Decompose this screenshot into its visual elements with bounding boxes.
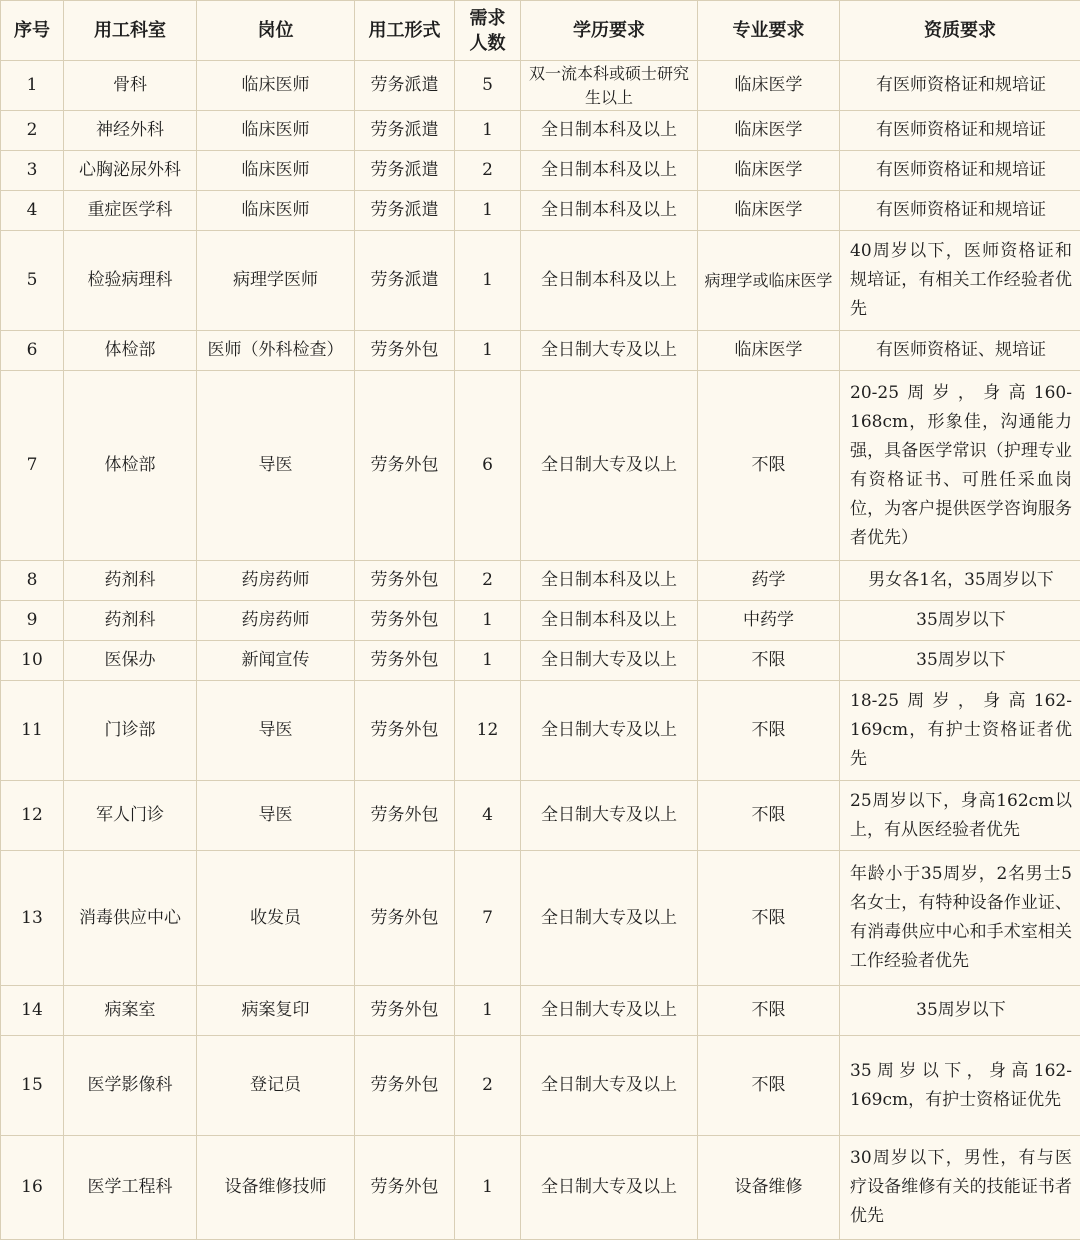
header-major: 专业要求 (698, 1, 840, 61)
table-row (1, 151, 1080, 191)
cell-major: 病理学或临床医学 (698, 231, 840, 331)
cell-count: 6 (455, 371, 521, 561)
cell-dept: 检验病理科 (64, 231, 197, 331)
header-position: 岗位 (197, 1, 355, 61)
table-row (1, 61, 1080, 111)
cell-dept: 药剂科 (64, 601, 197, 641)
table-row (1, 331, 1080, 371)
cell-major: 临床医学 (698, 191, 840, 231)
cell-position: 药房药师 (197, 601, 355, 641)
cell-form: 劳务外包 (355, 331, 455, 371)
cell-count: 4 (455, 781, 521, 851)
cell-seq: 3 (1, 151, 64, 191)
cell-count: 1 (455, 1136, 521, 1240)
cell-seq: 4 (1, 191, 64, 231)
cell-form: 劳务派遣 (355, 111, 455, 151)
table-row (1, 561, 1080, 601)
cell-dept: 医学影像科 (64, 1036, 197, 1136)
cell-position: 病案复印 (197, 986, 355, 1036)
cell-qualification: 有医师资格证和规培证 (840, 61, 1080, 111)
cell-education: 全日制大专及以上 (521, 371, 698, 561)
cell-education: 全日制大专及以上 (521, 986, 698, 1036)
cell-seq: 12 (1, 781, 64, 851)
cell-seq: 2 (1, 111, 64, 151)
cell-education: 全日制本科及以上 (521, 231, 698, 331)
cell-count: 2 (455, 1036, 521, 1136)
cell-major: 中药学 (698, 601, 840, 641)
cell-count: 1 (455, 231, 521, 331)
cell-form: 劳务外包 (355, 1036, 455, 1136)
cell-major: 临床医学 (698, 111, 840, 151)
table-header-row (1, 1, 1080, 61)
cell-form: 劳务派遣 (355, 191, 455, 231)
cell-seq: 11 (1, 681, 64, 781)
cell-count: 2 (455, 151, 521, 191)
cell-qualification: 35周岁以下 (840, 601, 1080, 641)
cell-dept: 心胸泌尿外科 (64, 151, 197, 191)
cell-qualification: 年龄小于35周岁，2名男士5名女士，有特种设备作业证、有消毒供应中心和手术室相关工作经验者优先 (840, 851, 1080, 986)
cell-education: 全日制大专及以上 (521, 1136, 698, 1240)
cell-form: 劳务外包 (355, 601, 455, 641)
cell-qualification: 20-25周岁，身高160-168cm，形象佳，沟通能力强，具备医学常识（护理专业有资格证书、可胜任采血岗位，为客户提供医学咨询服务者优先） (840, 371, 1080, 561)
cell-form: 劳务派遣 (355, 61, 455, 111)
cell-form: 劳务外包 (355, 641, 455, 681)
table-row (1, 851, 1080, 986)
cell-education: 全日制本科及以上 (521, 191, 698, 231)
cell-dept: 消毒供应中心 (64, 851, 197, 986)
header-form: 用工形式 (355, 1, 455, 61)
cell-count: 12 (455, 681, 521, 781)
cell-qualification: 18-25周岁，身高162-169cm，有护士资格证者优先 (840, 681, 1080, 781)
header-count-line2: 人数 (469, 32, 506, 54)
cell-seq: 5 (1, 231, 64, 331)
cell-count: 2 (455, 561, 521, 601)
cell-qualification: 35周岁以下 (840, 986, 1080, 1036)
cell-major: 设备维修 (698, 1136, 840, 1240)
header-education: 学历要求 (521, 1, 698, 61)
cell-education: 全日制本科及以上 (521, 111, 698, 151)
cell-count: 5 (455, 61, 521, 111)
cell-major: 不限 (698, 681, 840, 781)
cell-dept: 病案室 (64, 986, 197, 1036)
cell-seq: 16 (1, 1136, 64, 1240)
header-count (455, 1, 521, 61)
header-count-line1: 需求 (469, 7, 506, 29)
table-row (1, 1136, 1080, 1240)
table-row (1, 641, 1080, 681)
cell-qualification: 35周岁以下，身高162-169cm，有护士资格证优先 (840, 1036, 1080, 1136)
cell-position: 登记员 (197, 1036, 355, 1136)
cell-position: 新闻宣传 (197, 641, 355, 681)
cell-form: 劳务派遣 (355, 151, 455, 191)
cell-dept: 药剂科 (64, 561, 197, 601)
cell-major: 不限 (698, 1036, 840, 1136)
cell-education: 全日制大专及以上 (521, 851, 698, 986)
cell-qualification: 40周岁以下，医师资格证和规培证，有相关工作经验者优先 (840, 231, 1080, 331)
cell-major: 不限 (698, 371, 840, 561)
cell-qualification: 25周岁以下，身高162cm以上，有从医经验者优先 (840, 781, 1080, 851)
cell-education: 全日制本科及以上 (521, 561, 698, 601)
cell-position: 导医 (197, 371, 355, 561)
cell-major: 临床医学 (698, 61, 840, 111)
cell-seq: 14 (1, 986, 64, 1036)
cell-qualification: 有医师资格证和规培证 (840, 111, 1080, 151)
cell-qualification: 有医师资格证和规培证 (840, 151, 1080, 191)
cell-qualification: 有医师资格证、规培证 (840, 331, 1080, 371)
cell-count: 7 (455, 851, 521, 986)
header-qualification: 资质要求 (840, 1, 1080, 61)
cell-count: 1 (455, 191, 521, 231)
cell-position: 临床医师 (197, 61, 355, 111)
cell-education: 全日制本科及以上 (521, 151, 698, 191)
cell-dept: 神经外科 (64, 111, 197, 151)
cell-count: 1 (455, 601, 521, 641)
table-row (1, 681, 1080, 781)
cell-seq: 1 (1, 61, 64, 111)
cell-seq: 7 (1, 371, 64, 561)
cell-dept: 医保办 (64, 641, 197, 681)
cell-position: 医师（外科检查） (197, 331, 355, 371)
cell-education: 全日制大专及以上 (521, 641, 698, 681)
cell-form: 劳务外包 (355, 781, 455, 851)
cell-major: 临床医学 (698, 331, 840, 371)
cell-dept: 体检部 (64, 371, 197, 561)
cell-seq: 13 (1, 851, 64, 986)
cell-position: 收发员 (197, 851, 355, 986)
cell-education: 全日制大专及以上 (521, 681, 698, 781)
cell-dept: 门诊部 (64, 681, 197, 781)
cell-dept: 体检部 (64, 331, 197, 371)
cell-qualification: 男女各1名，35周岁以下 (840, 561, 1080, 601)
cell-qualification: 30周岁以下，男性，有与医疗设备维修有关的技能证书者优先 (840, 1136, 1080, 1240)
table-row (1, 601, 1080, 641)
cell-position: 临床医师 (197, 111, 355, 151)
cell-major: 临床医学 (698, 151, 840, 191)
table-row (1, 231, 1080, 331)
table-row (1, 371, 1080, 561)
cell-seq: 9 (1, 601, 64, 641)
cell-major: 不限 (698, 986, 840, 1036)
cell-education: 全日制大专及以上 (521, 1036, 698, 1136)
cell-position: 病理学医师 (197, 231, 355, 331)
cell-form: 劳务外包 (355, 681, 455, 781)
cell-seq: 10 (1, 641, 64, 681)
table-row (1, 111, 1080, 151)
cell-education: 双一流本科或硕士研究生以上 (521, 61, 698, 111)
cell-dept: 医学工程科 (64, 1136, 197, 1240)
cell-form: 劳务外包 (355, 561, 455, 601)
cell-seq: 15 (1, 1036, 64, 1136)
cell-position: 导医 (197, 681, 355, 781)
cell-count: 1 (455, 986, 521, 1036)
cell-form: 劳务外包 (355, 986, 455, 1036)
cell-major: 不限 (698, 851, 840, 986)
cell-major: 不限 (698, 781, 840, 851)
cell-form: 劳务外包 (355, 851, 455, 986)
cell-education: 全日制本科及以上 (521, 601, 698, 641)
cell-count: 1 (455, 641, 521, 681)
cell-qualification: 有医师资格证和规培证 (840, 191, 1080, 231)
header-seq: 序号 (1, 1, 64, 61)
cell-position: 临床医师 (197, 151, 355, 191)
table-row (1, 1036, 1080, 1136)
cell-position: 药房药师 (197, 561, 355, 601)
cell-major: 不限 (698, 641, 840, 681)
table-row (1, 191, 1080, 231)
cell-education: 全日制大专及以上 (521, 331, 698, 371)
cell-seq: 6 (1, 331, 64, 371)
cell-form: 劳务外包 (355, 1136, 455, 1240)
table-row (1, 781, 1080, 851)
cell-seq: 8 (1, 561, 64, 601)
cell-dept: 骨科 (64, 61, 197, 111)
cell-form: 劳务外包 (355, 371, 455, 561)
cell-position: 导医 (197, 781, 355, 851)
table-row (1, 986, 1080, 1036)
cell-major: 药学 (698, 561, 840, 601)
cell-dept: 重症医学科 (64, 191, 197, 231)
header-dept: 用工科室 (64, 1, 197, 61)
cell-qualification: 35周岁以下 (840, 641, 1080, 681)
cell-count: 1 (455, 331, 521, 371)
cell-form: 劳务派遣 (355, 231, 455, 331)
cell-position: 临床医师 (197, 191, 355, 231)
cell-dept: 军人门诊 (64, 781, 197, 851)
cell-education: 全日制大专及以上 (521, 781, 698, 851)
cell-count: 1 (455, 111, 521, 151)
cell-position: 设备维修技师 (197, 1136, 355, 1240)
